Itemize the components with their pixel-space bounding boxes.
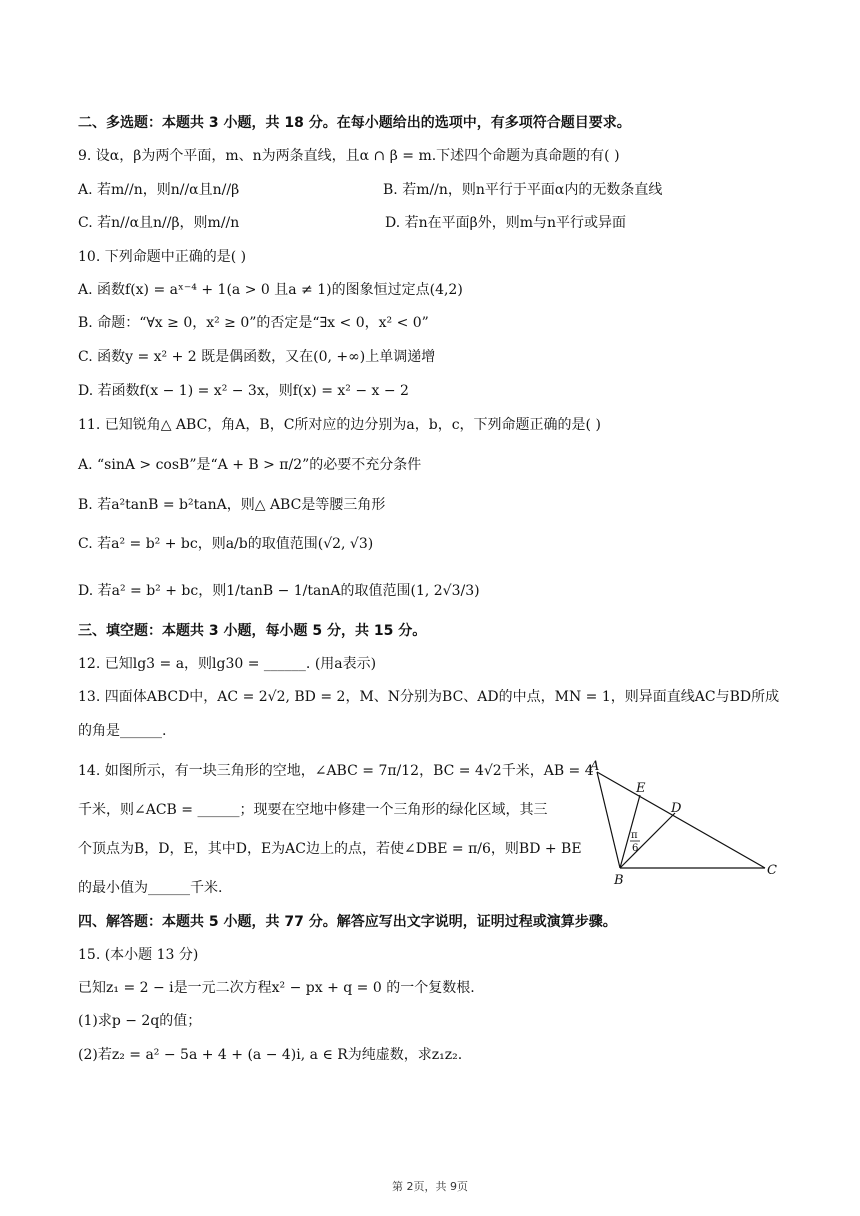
q15-title: 15. (本小题 13 分) [78,947,199,963]
angle-denominator: 6 [632,843,639,854]
q14-line-3: 个顶点为B，D，E，其中D，E为AC边上的点，若使∠DBE = π/6，则BD + BE [78,841,582,857]
q9-option-b: B. 若m//n，则n平行于平面α内的无数条直线 [383,182,663,198]
q10-option-d: D. 若函数f(x − 1) = x² − 3x，则f(x) = x² − x − 2 [78,383,409,399]
label-a: A [590,759,600,774]
q13-line-2: 的角是______. [78,723,167,739]
q11-option-a: A. “sinA > cosB”是“A + B > π/2”的必要不充分条件 [78,457,422,473]
page-footer: 第 2页，共 9页 [392,1180,468,1193]
q15-part-1: (1)求p − 2q的值； [78,1013,202,1029]
angle-numerator: π [631,830,638,841]
section-2-header: 二、多选题：本题共 3 小题，共 18 分。在每小题给出的选项中，有多项符合题目要求。 [78,115,631,131]
segment-bd [620,813,675,868]
q13-line-1: 13. 四面体ABCD中，AC = 2√2, BD = 2，M、N分别为BC、AD的中点，MN = 1，则异面直线AC与BD所成 [78,689,780,705]
q14-line-4: 的最小值为______千米. [78,880,223,896]
section-3-header: 三、填空题：本题共 3 小题，每小题 5 分，共 15 分。 [78,623,427,639]
q12-stem: 12. 已知lg3 = a，则lg30 = ______. (用a表示) [78,656,377,672]
label-b: B [614,873,624,888]
q11-option-d: D. 若a² = b² + bc，则1/tanB − 1/tanA的取值范围(1, 2√3/3) [78,583,480,599]
q14-line-2: 千米，则∠ACB = ______；现要在空地中修建一个三角形的绿化区域，其三 [78,802,548,818]
segment-ab [597,772,620,868]
label-c: C [767,863,777,878]
q11-option-b: B. 若a²tanB = b²tanA，则△ ABC是等腰三角形 [78,497,386,513]
q9-option-c: C. 若n//α且n//β，则m//n [78,215,240,231]
q10-stem: 10. 下列命题中正确的是( ) [78,249,247,265]
label-e: E [636,781,646,796]
q11-option-c: C. 若a² = b² + bc，则a/b的取值范围(√2, √3) [78,536,374,552]
q10-option-a: A. 函数f(x) = aˣ⁻⁴ + 1(a > 0 且a ≠ 1)的图象恒过定点(4,2) [78,282,463,298]
label-d: D [671,801,682,816]
q9-option-d: D. 若n在平面β外，则m与n平行或异面 [385,215,627,231]
triangle-figure [585,750,785,890]
q10-option-b: B. 命题：“∀x ≥ 0，x² ≥ 0”的否定是“∃x < 0，x² < 0” [78,315,429,331]
q9-option-a: A. 若m//n，则n//α且n//β [78,182,240,198]
q11-stem: 11. 已知锐角△ ABC，角A，B，C所对应的边分别为a，b，c，下列命题正确的是( ) [78,417,601,433]
q15-stem: 已知z₁ = 2 − i是一元二次方程x² − px + q = 0 的一个复数根. [78,980,475,996]
segment-ac [597,772,765,868]
q14-line-1: 14. 如图所示，有一块三角形的空地，∠ABC = 7π/12，BC = 4√2千米，AB = 4 [78,763,594,779]
q10-option-c: C. 函数y = x² + 2 既是偶函数，又在(0, +∞)上单调递增 [78,349,436,365]
q15-part-2: (2)若z₂ = a² − 5a + 4 + (a − 4)i, a ∈ R为纯虚数，求z₁z₂. [78,1047,463,1063]
q9-stem: 9. 设α，β为两个平面，m、n为两条直线，且α ∩ β = m.下述四个命题为真命题的有( ) [78,148,620,164]
section-4-header: 四、解答题：本题共 5 小题，共 77 分。解答应写出文字说明，证明过程或演算步骤。 [78,914,617,930]
